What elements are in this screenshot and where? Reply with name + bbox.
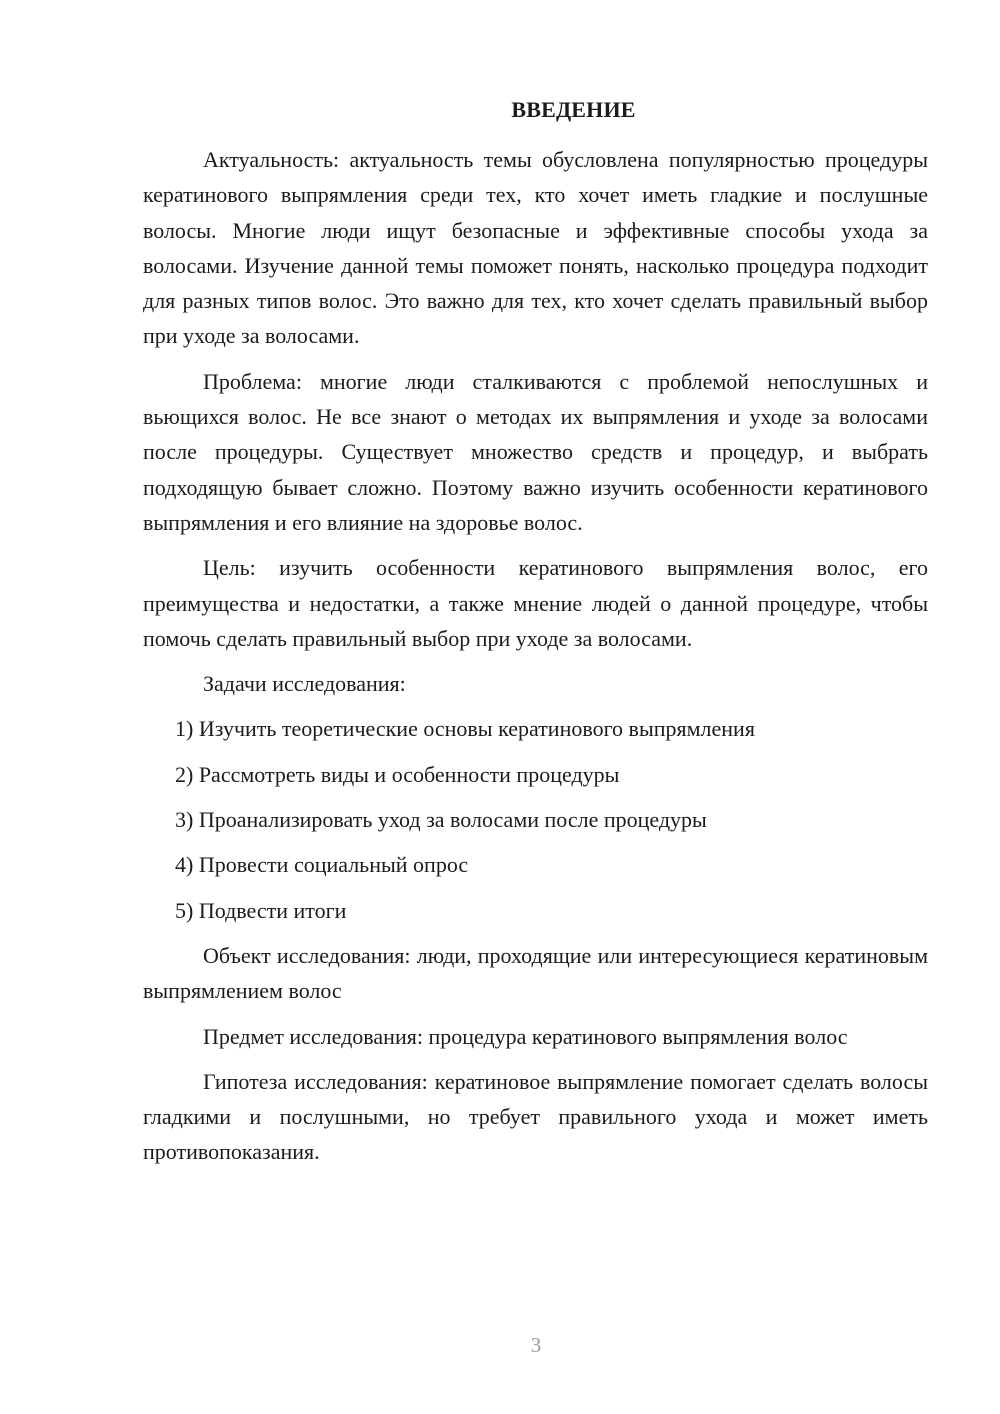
section-heading: ВВЕДЕНИЕ — [511, 97, 636, 122]
relevance-paragraph: Актуальность: актуальность темы обусловлена популярностью процедуры кератинового выпрямления среди тех, кто хочет иметь гладкие и послушные волосы. Многие люди ищут безопасные и эффективные способы ухода за волосами. Изучение данной темы поможет понять, насколько процедура подходит для разных типов волос. Это важно для тех, кто хочет сделать правильный выбор при уходе за волосами. — [143, 147, 928, 349]
object-paragraph: Объект исследования: люди, проходящие или интересующиеся кератиновым выпрямлением волос — [143, 942, 928, 1004]
task-item-3: 3) Проанализировать уход за волосами после процедуры — [175, 807, 707, 833]
tasks-list — [143, 711, 928, 927]
task-item-2: 2) Рассмотреть виды и особенности процедуры — [175, 761, 620, 787]
task-item-4: 4) Провести социальный опрос — [175, 852, 469, 878]
subject-paragraph: Предмет исследования: процедура кератинового выпрямления волос — [203, 1023, 848, 1049]
problem-paragraph: Проблема: многие люди сталкиваются с проблемой непослушных и вьющихся волос. Не все знают о методах их выпрямления и уходе за волосами после процедуры. Существует множество средств и процедур, и выбрать подходящую бывает сложно. Поэтому важно изучить особенности кератинового выпрямления и его влияние на здоровье волос. — [143, 368, 928, 535]
hypothesis-paragraph: Гипотеза исследования: кератиновое выпрямление помогает сделать волосы гладкими и послушными, но требует правильного ухода и может иметь противопоказания. — [143, 1068, 928, 1165]
page-content — [143, 95, 928, 1180]
task-item-5: 5) Подвести итоги — [175, 897, 347, 923]
task-item-1: 1) Изучить теоретические основы кератинового выпрямления — [175, 716, 755, 742]
goal-paragraph: Цель: изучить особенности кератинового выпрямления волос, его преимущества и недостатки, а также мнение людей о данной процедуре, чтобы помочь сделать правильный выбор при уходе за волосами. — [143, 555, 928, 651]
page-number: 3 — [530, 1333, 542, 1357]
tasks-heading: Задачи исследования: — [203, 671, 406, 697]
